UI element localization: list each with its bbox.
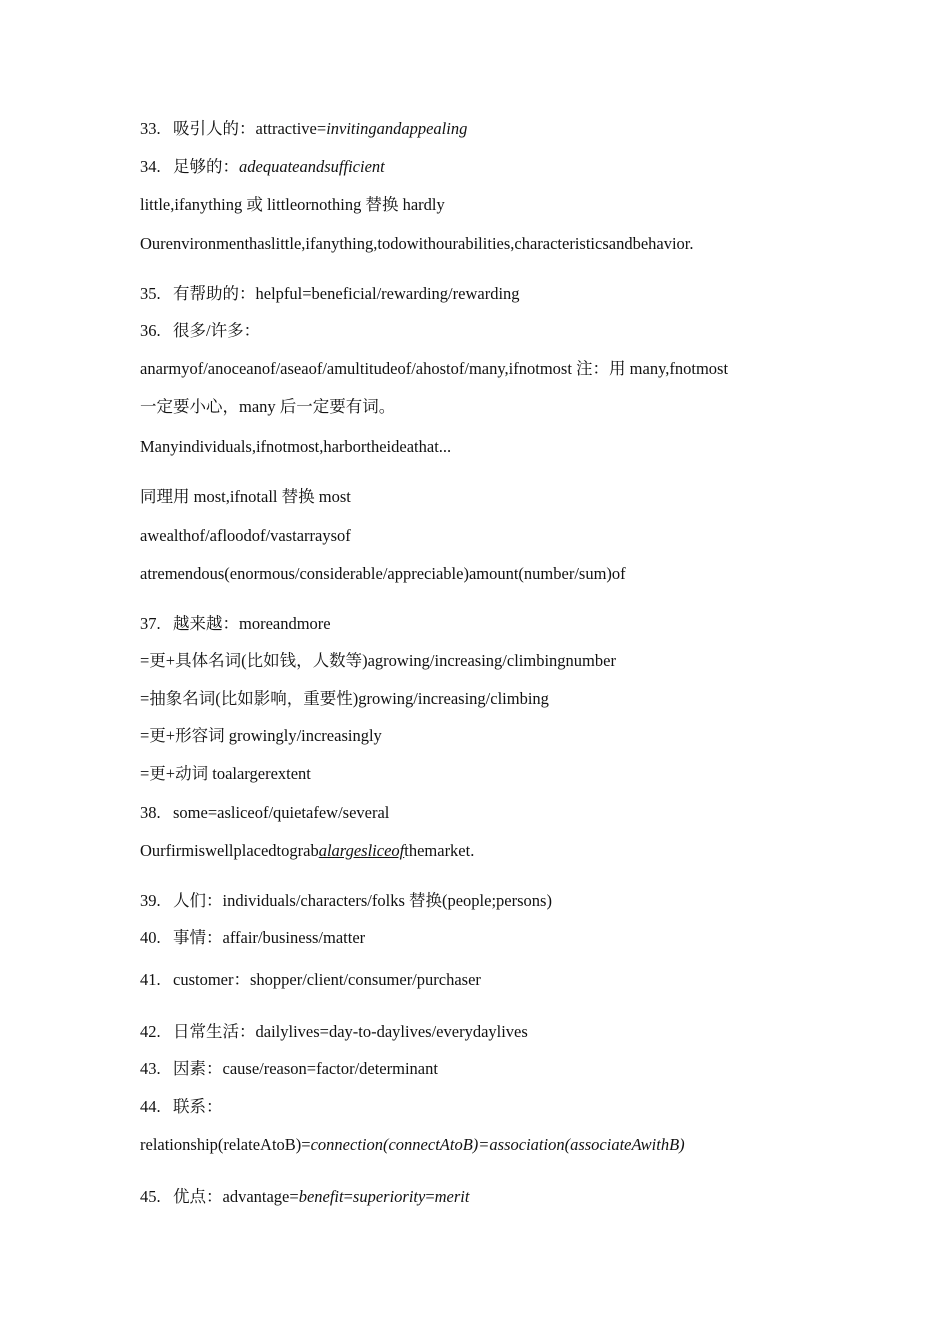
- example-text: themarket.: [404, 841, 475, 860]
- item-37-a: =更+具体名词(比如钱，人数等)agrowing/increasing/climbingnumber: [140, 651, 616, 670]
- item-36-example: Manyindividuals,ifnotmost,harbortheideathat...: [140, 437, 452, 456]
- item-italic-text: invitingandappealing: [326, 119, 468, 138]
- item-36-line1: anarmyof/anoceanof/aseaof/amultitudeof/ahostof/many,ifnotmost 注：用 many,fnotmost: [140, 359, 729, 378]
- item-34-note: little,ifanything 或 littleornothing 替换 hardly: [140, 195, 445, 214]
- item-38-example: [140, 840, 474, 862]
- item-number: 33.: [140, 119, 161, 138]
- item-44-line: [140, 1134, 685, 1156]
- item-number: 44.: [140, 1097, 161, 1116]
- item-40: [140, 927, 365, 949]
- item-44: [140, 1096, 223, 1118]
- item-number: 38.: [140, 803, 161, 822]
- item-italic-text: superiority: [352, 1187, 426, 1206]
- item-41: [140, 969, 481, 991]
- item-label: 优点：advantage=: [173, 1187, 299, 1206]
- item-35: [140, 283, 520, 305]
- item-37-b: =抽象名词(比如影响，重要性)growing/increasing/climbing: [140, 689, 549, 708]
- item-36-line2: 一定要小心，many 后一定要有词。: [140, 397, 396, 416]
- item-number: 36.: [140, 321, 161, 340]
- item-number: 45.: [140, 1187, 161, 1206]
- item-number: 35.: [140, 284, 161, 303]
- item-34: [140, 156, 385, 178]
- item-label: 足够的：: [173, 157, 239, 176]
- item-number: 34.: [140, 157, 161, 176]
- item-number: 40.: [140, 928, 161, 947]
- item-label: 吸引人的：: [173, 119, 256, 138]
- item-number: 42.: [140, 1022, 161, 1041]
- item-37: [140, 613, 331, 635]
- item-number: 43.: [140, 1059, 161, 1078]
- item-italic-text: merit: [434, 1187, 470, 1206]
- item-37-c: =更+形容词 growingly/increasingly: [140, 726, 382, 745]
- item-number: 41.: [140, 970, 161, 989]
- item-text: =: [343, 1187, 353, 1206]
- item-text: 事情：affair/business/matter: [173, 928, 366, 947]
- item-38: [140, 802, 389, 824]
- item-text: 人们：individuals/characters/folks 替换(people;persons): [173, 891, 552, 910]
- item-text: =: [425, 1187, 435, 1206]
- item-italic-text: adequateandsufficient: [239, 157, 385, 176]
- item-42: [140, 1021, 528, 1043]
- item-39: [140, 890, 552, 912]
- item-36: [140, 320, 260, 342]
- item-36-line4: atremendous(enormous/considerable/appreciable)amount(number/sum)of: [140, 564, 626, 583]
- item-number: 37.: [140, 614, 161, 633]
- item-text: 越来越：moreandmore: [173, 614, 331, 633]
- item-italic-text: benefit: [298, 1187, 344, 1206]
- item-text: relationship(relateAtoB)=: [140, 1135, 311, 1154]
- item-43: [140, 1058, 438, 1080]
- item-34-example: Ourenvironmenthaslittle,ifanything,todowithourabilities,characteristicsandbehavior.: [140, 234, 694, 253]
- item-33: [140, 118, 467, 140]
- item-italic-text: connection(connectAtoB)=association(associateAwithB): [310, 1135, 685, 1154]
- item-text: 联系：: [173, 1097, 223, 1116]
- item-text: customer：shopper/client/consumer/purchaser: [173, 970, 481, 989]
- item-text: some=asliceof/quietafew/several: [173, 803, 390, 822]
- item-text: 很多/许多：: [173, 321, 261, 340]
- item-text: attractive=: [255, 119, 327, 138]
- item-text: 日常生活：dailylives=day-to-daylives/everydaylives: [173, 1022, 528, 1041]
- underlined-phrase: alargesliceof: [318, 841, 405, 860]
- item-36-line3: awealthof/afloodof/vastarraysof: [140, 526, 351, 545]
- item-number: 39.: [140, 891, 161, 910]
- item-36-note: 同理用 most,ifnotall 替换 most: [140, 487, 351, 506]
- item-37-d: =更+动词 toalargerextent: [140, 764, 311, 783]
- item-text: 因素：cause/reason=factor/determinant: [173, 1059, 438, 1078]
- example-text: Ourfirmiswellplacedtograb: [140, 841, 319, 860]
- item-text: 有帮助的：helpful=beneficial/rewarding/rewarding: [173, 284, 520, 303]
- item-45: [140, 1186, 469, 1208]
